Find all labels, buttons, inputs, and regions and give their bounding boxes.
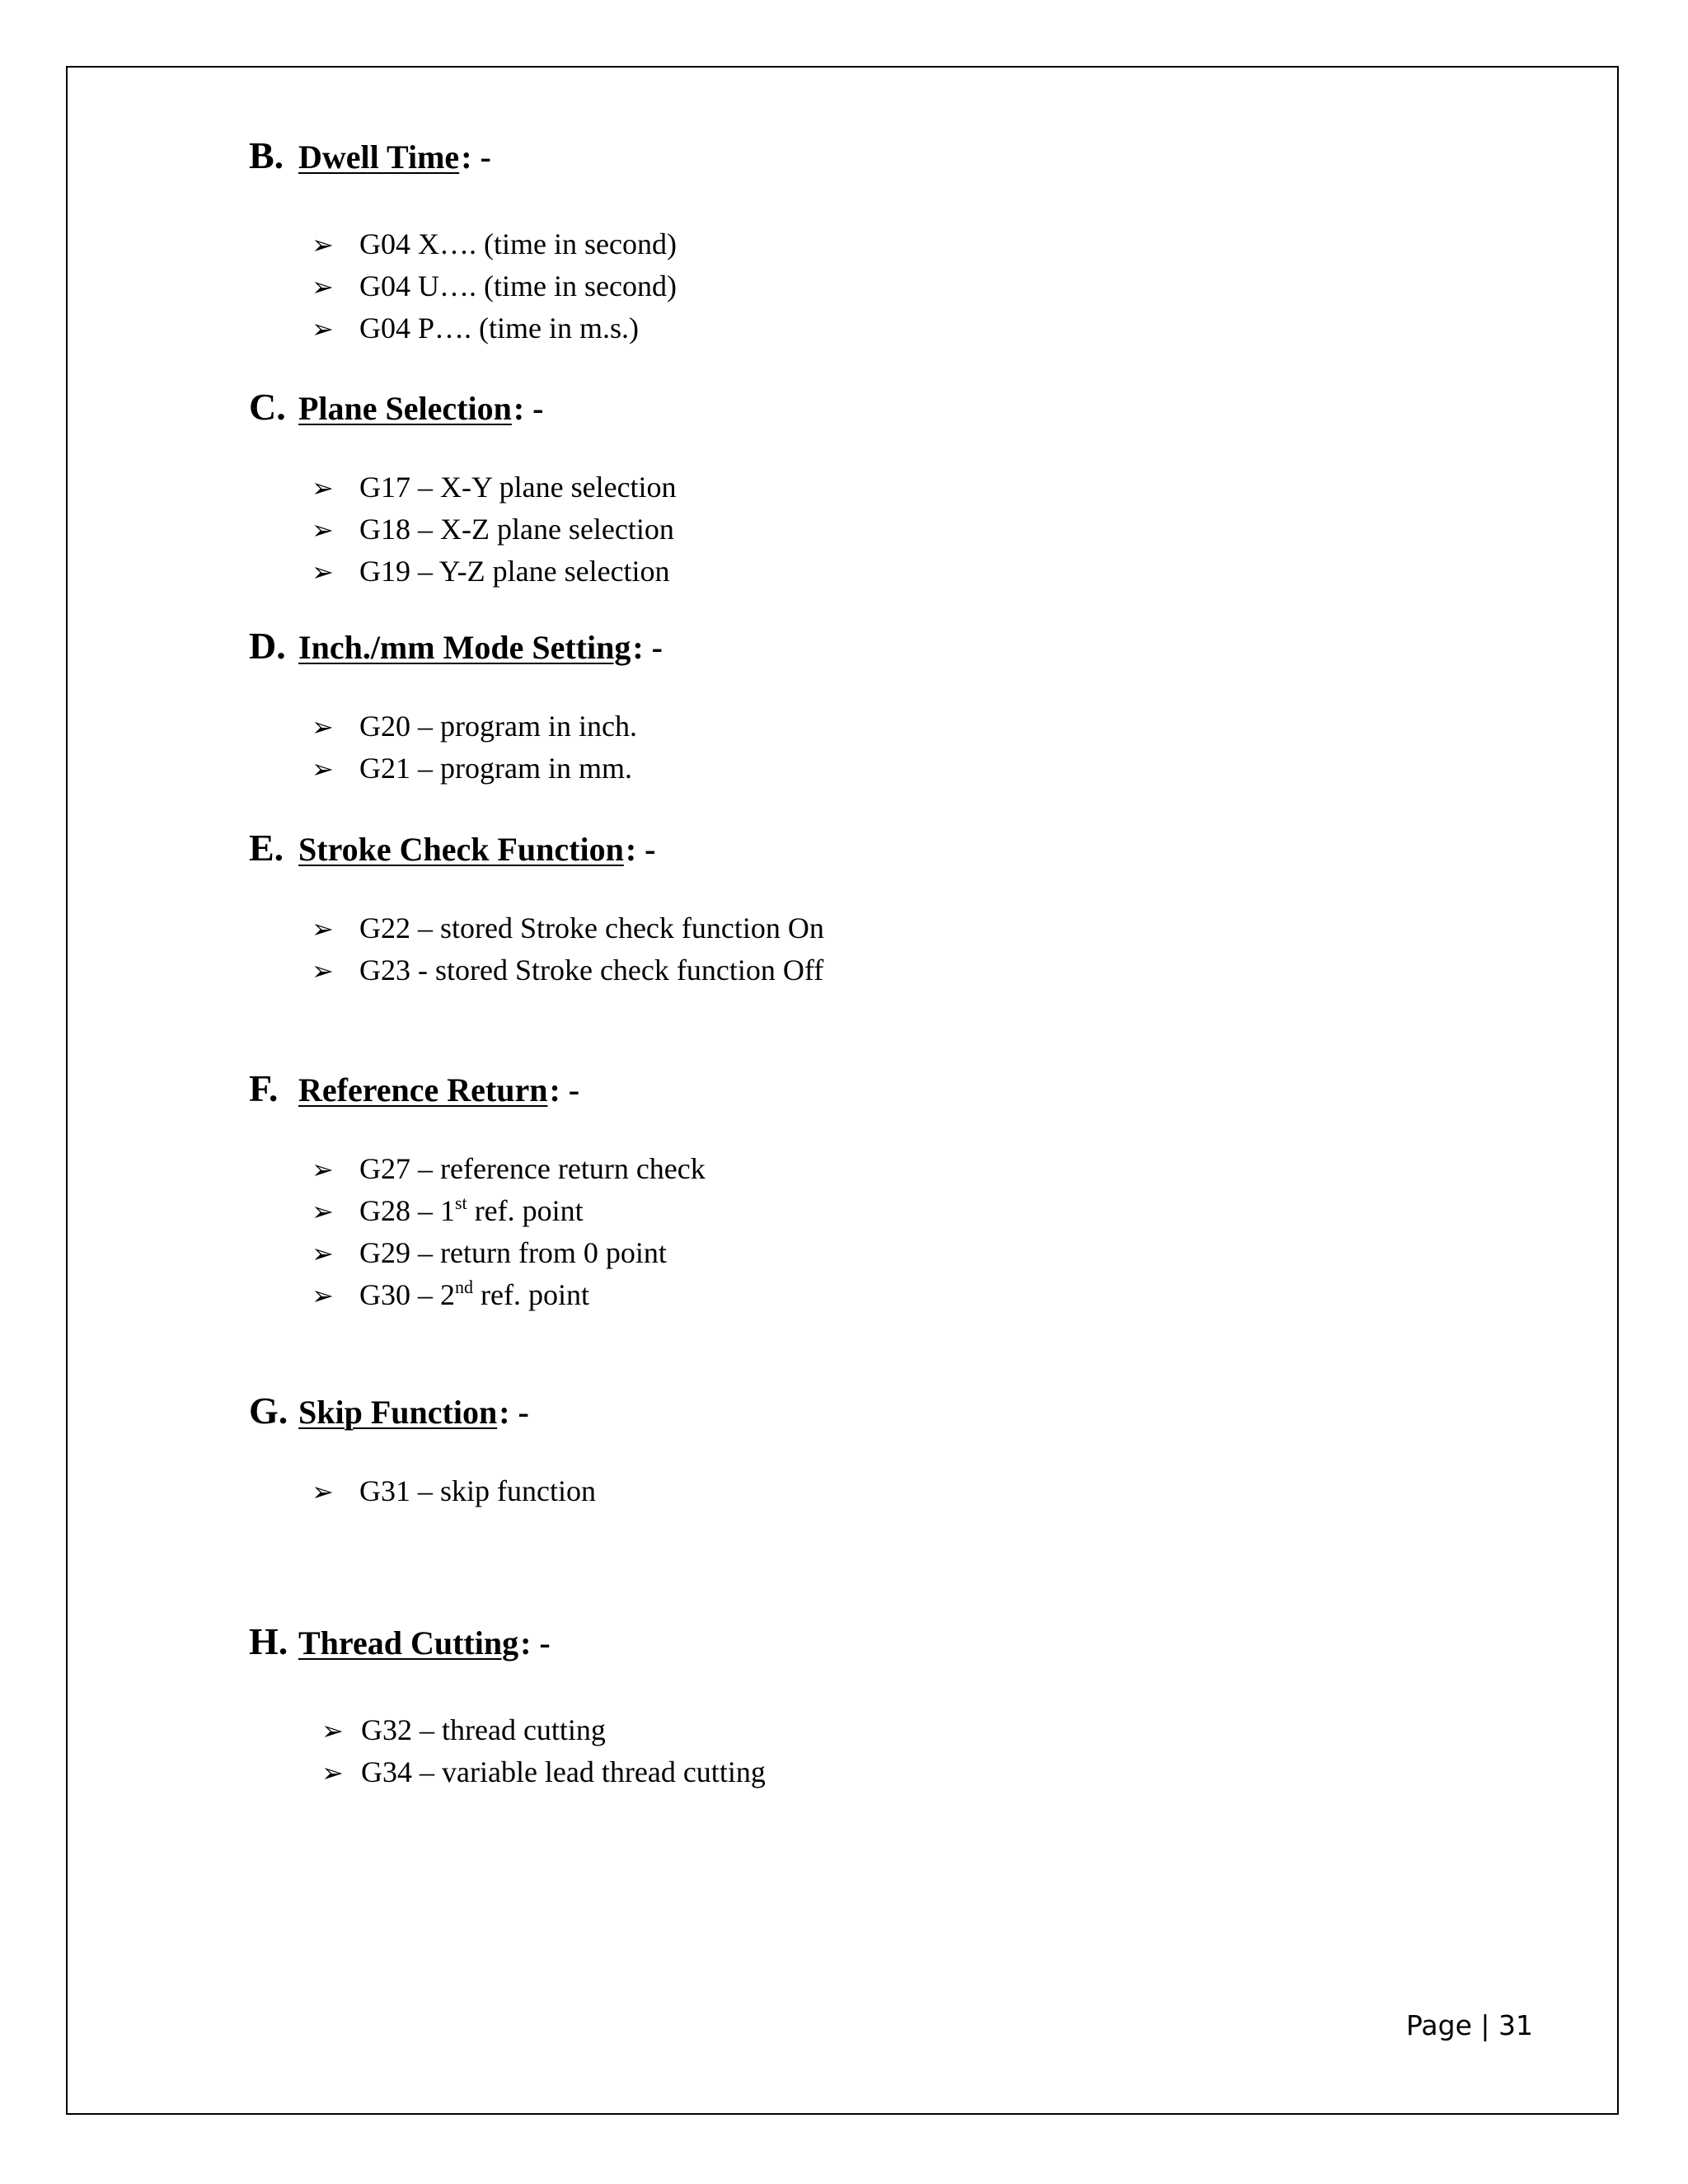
- list-item: [312, 1274, 706, 1316]
- section-skip-function: [249, 1390, 596, 1512]
- list-item-text-pre: G28 – 1: [359, 1194, 455, 1227]
- arrow-bullet-icon: ➢: [312, 514, 334, 546]
- bullet-list: [312, 1148, 706, 1316]
- list-item: [312, 1190, 706, 1232]
- list-item: [312, 949, 824, 991]
- list-item: [312, 1470, 596, 1512]
- section-heading: [249, 1391, 533, 1432]
- section-suffix: : -: [513, 390, 544, 427]
- section-title: Plane Selection: [298, 390, 512, 427]
- list-item: [312, 705, 725, 748]
- section-title: Dwell Time: [298, 138, 460, 176]
- section-heading: [249, 828, 762, 869]
- list-item-text: G04 U…. (time in second): [359, 269, 677, 302]
- ordinal-superscript: nd: [455, 1277, 473, 1297]
- bullet-list: [312, 223, 677, 349]
- arrow-bullet-icon: ➢: [312, 556, 334, 588]
- section-heading: [249, 387, 614, 429]
- list-item-text: G19 – Y-Z plane selection: [359, 555, 670, 588]
- arrow-bullet-icon: ➢: [312, 1476, 334, 1507]
- list-item: [312, 509, 677, 551]
- arrow-bullet-icon: ➢: [312, 1280, 334, 1311]
- list-item-text: G32 – thread cutting: [361, 1713, 606, 1746]
- list-item-text: G27 – reference return check: [359, 1152, 706, 1185]
- section-letter: H.: [249, 1620, 288, 1662]
- list-item: [312, 466, 677, 509]
- section-letter: E.: [249, 827, 284, 869]
- arrow-bullet-icon: ➢: [312, 913, 334, 944]
- list-item-text-pre: G30 – 2: [359, 1278, 455, 1311]
- section-heading: [249, 626, 663, 668]
- section-thread-cutting: [249, 1620, 766, 1793]
- arrow-bullet-icon: ➢: [312, 271, 334, 302]
- bullet-list: [312, 705, 725, 790]
- list-item-text: G23 - stored Stroke check function Off: [359, 954, 824, 987]
- list-item-text: G34 – variable lead thread cutting: [361, 1755, 766, 1788]
- arrow-bullet-icon: ➢: [312, 1154, 334, 1185]
- list-item: [312, 265, 677, 307]
- page-number: Page | 31: [1406, 2009, 1533, 2041]
- section-reference-return: [249, 1067, 706, 1316]
- list-item-text: [359, 1274, 589, 1315]
- section-inch-mm-mode: [249, 626, 663, 790]
- section-title: Stroke Check Function: [298, 831, 624, 868]
- bullet-list: [321, 1709, 766, 1793]
- bullet-list: [312, 466, 677, 593]
- list-item-text: G29 – return from 0 point: [359, 1236, 667, 1269]
- list-item: [312, 551, 677, 593]
- list-item-text-post: ref. point: [467, 1194, 584, 1227]
- bullet-list: [312, 907, 824, 991]
- list-item: [312, 1148, 706, 1190]
- list-item-text: G17 – X-Y plane selection: [359, 471, 677, 504]
- section-suffix: : -: [461, 138, 491, 176]
- list-item-text: G04 P…. (time in m.s.): [359, 312, 639, 344]
- arrow-bullet-icon: ➢: [312, 1196, 334, 1227]
- section-title: Reference Return: [298, 1071, 548, 1108]
- section-suffix: : -: [625, 831, 656, 868]
- arrow-bullet-icon: ➢: [312, 955, 334, 987]
- section-title: Inch./mm Mode Setting: [298, 629, 631, 666]
- section-letter: B.: [249, 134, 284, 176]
- section-suffix: : -: [499, 1394, 529, 1431]
- section-stroke-check: [249, 827, 824, 991]
- list-item-text: G04 X…. (time in second): [359, 227, 677, 260]
- section-suffix: : -: [632, 629, 663, 666]
- list-item-text: G22 – stored Stroke check function On: [359, 912, 824, 944]
- section-heading: [249, 136, 614, 177]
- arrow-bullet-icon: ➢: [312, 472, 334, 504]
- arrow-bullet-icon: ➢: [312, 1238, 334, 1269]
- list-item: [312, 907, 824, 949]
- section-title: Thread Cutting: [298, 1624, 519, 1661]
- list-item-text: G20 – program in inch.: [359, 710, 637, 743]
- section-suffix: : -: [520, 1624, 551, 1661]
- arrow-bullet-icon: ➢: [321, 1757, 344, 1788]
- list-item: [321, 1751, 766, 1793]
- section-dwell-time: [249, 134, 677, 349]
- list-item-text: [359, 1190, 584, 1231]
- arrow-bullet-icon: ➢: [312, 313, 334, 344]
- list-item: [312, 307, 677, 349]
- list-item: [312, 1232, 706, 1274]
- section-letter: F.: [249, 1067, 279, 1109]
- section-plane-selection: [249, 386, 677, 593]
- section-letter: C.: [249, 386, 286, 428]
- arrow-bullet-icon: ➢: [312, 753, 334, 785]
- list-item-text: G31 – skip function: [359, 1474, 596, 1507]
- list-item-text: G18 – X-Z plane selection: [359, 513, 674, 546]
- section-heading: [249, 1069, 643, 1110]
- list-item: [312, 223, 677, 265]
- ordinal-superscript: st: [455, 1193, 467, 1213]
- section-letter: G.: [249, 1390, 288, 1432]
- section-heading: [249, 1622, 693, 1663]
- arrow-bullet-icon: ➢: [312, 229, 334, 260]
- arrow-bullet-icon: ➢: [321, 1715, 344, 1746]
- arrow-bullet-icon: ➢: [312, 711, 334, 743]
- bullet-list: [312, 1470, 596, 1512]
- list-item-text-post: ref. point: [473, 1278, 589, 1311]
- section-suffix: : -: [549, 1071, 580, 1108]
- list-item-text: G21 – program in mm.: [359, 752, 632, 785]
- list-item: [312, 748, 725, 790]
- section-title: Skip Function: [298, 1394, 498, 1431]
- list-item: [321, 1709, 766, 1751]
- section-letter: D.: [249, 625, 286, 667]
